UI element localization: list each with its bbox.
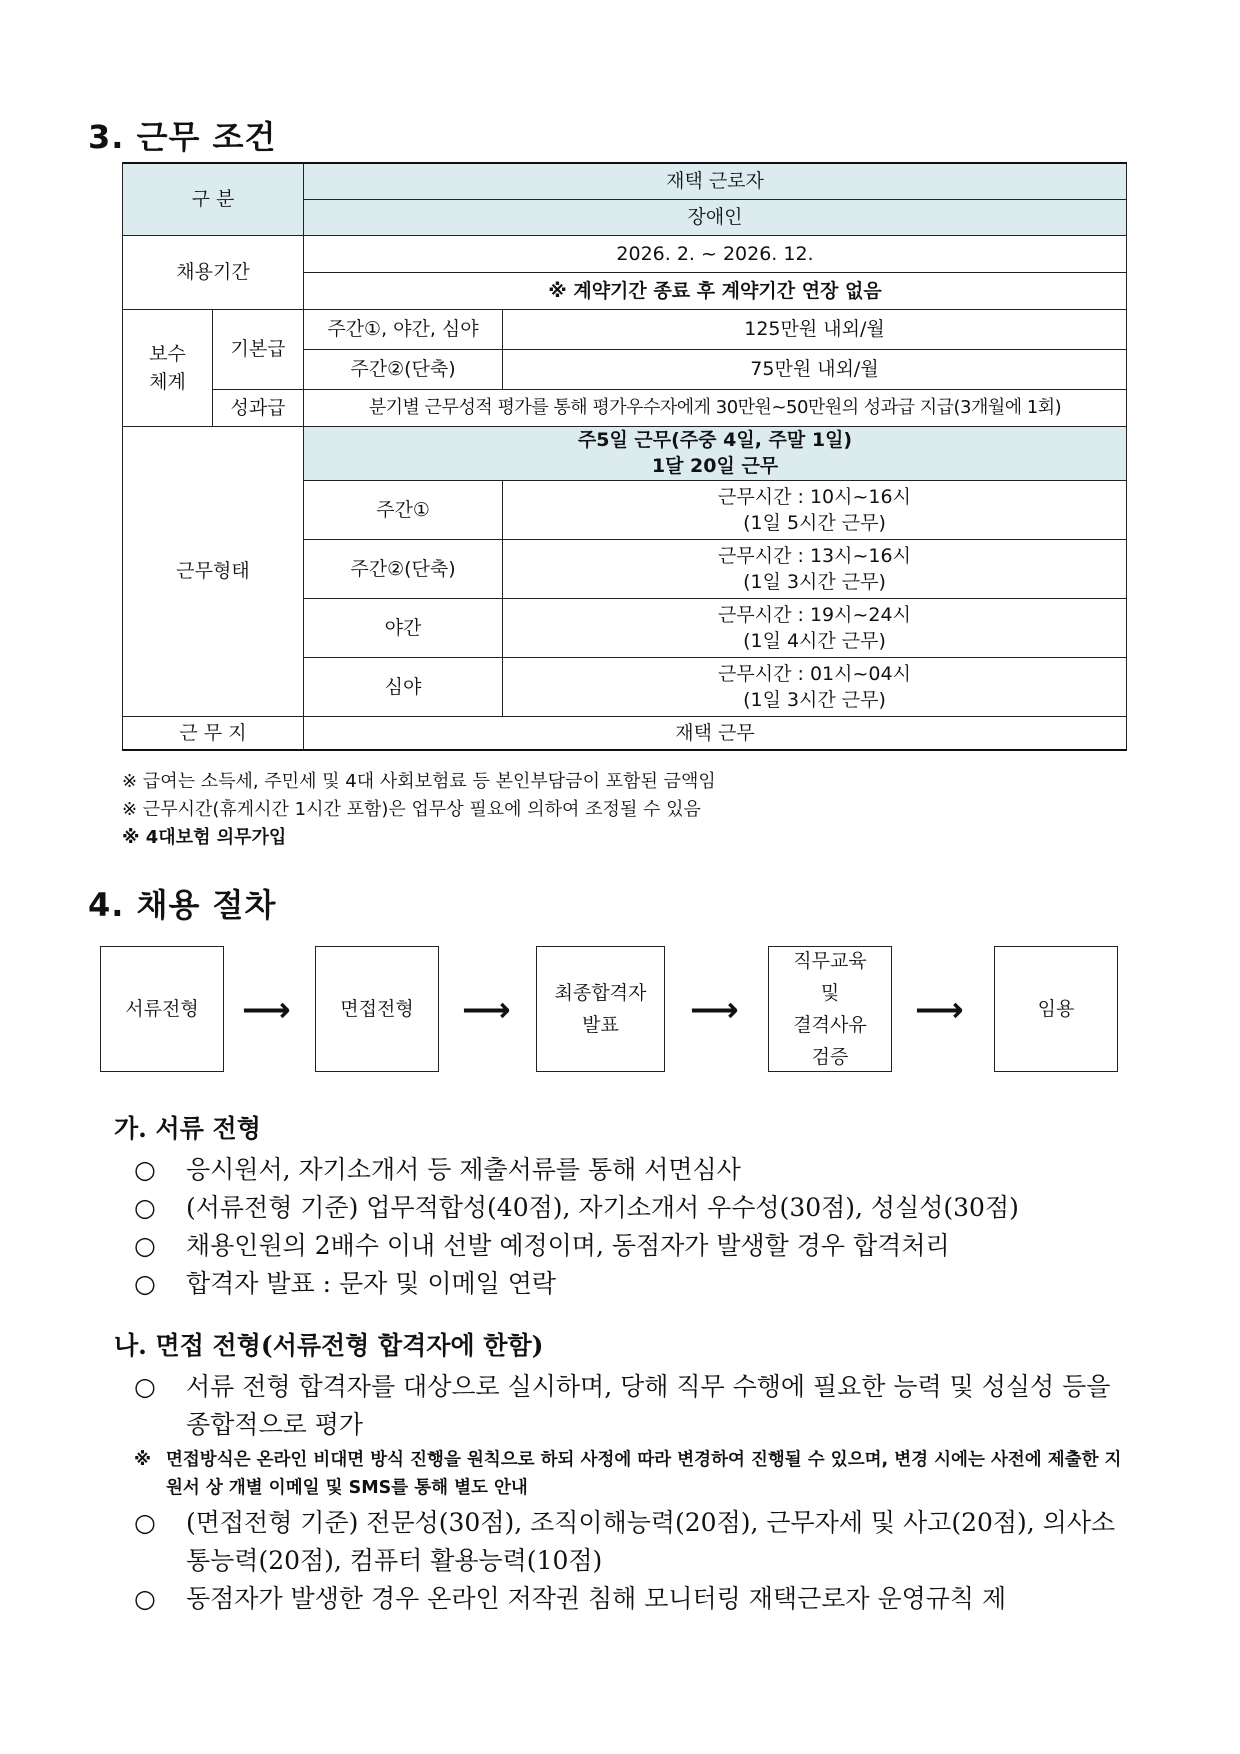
reference-note-text: 면접방식은 온라인 비대면 방식 진행을 원칙으로 하되 사정에 따라 변경하여 진행될 수 있으며, 변경 시에는 사전에 제출한 지원서 상 개별 이메일 및 SMS를 통해 별도 안내 xyxy=(166,1450,1122,1498)
interview-section xyxy=(114,1328,1124,1618)
list-item xyxy=(134,1580,1124,1618)
flow-step-label: 결격사유 xyxy=(793,1014,867,1036)
list-item xyxy=(134,1189,1124,1227)
shift-name: 야간 xyxy=(304,598,503,657)
arrow-right-icon: ⟶ xyxy=(690,990,739,1030)
circle-bullet-icon: ○ xyxy=(134,1269,156,1298)
shift-name: 주간① xyxy=(304,480,503,539)
interview-title: 나. 면접 전형(서류전형 합격자에 한함) xyxy=(114,1331,544,1360)
work-type-header xyxy=(304,426,1127,480)
flow-step-label: 면접전형 xyxy=(340,998,414,1020)
circle-bullet-icon: ○ xyxy=(134,1372,156,1401)
list-item xyxy=(134,1265,1124,1303)
period-label: 채용기간 xyxy=(123,235,304,309)
bonus-label: 성과급 xyxy=(213,389,304,426)
note-insurance: ※ 4대보험 의무가입 xyxy=(122,827,287,848)
work-header-line2: 1달 20일 근무 xyxy=(651,455,779,477)
shift-time xyxy=(503,657,1127,716)
list-item-text: (면접전형 기준) 전문성(30점), 조직이해능력(20점), 근무자세 및 사고(20점), 의사소통능력(20점), 컴퓨터 활용능력(10점) xyxy=(186,1508,1116,1575)
arrow-right-icon: ⟶ xyxy=(462,990,511,1030)
list-item-text: 동점자가 발생한 경우 온라인 저작권 침해 모니터링 재택근로자 운영규칙 제 xyxy=(186,1584,1007,1613)
flow-step-label: 직무교육 xyxy=(793,950,867,972)
shift-time-range: 근무시간 : 01시~04시 xyxy=(718,662,911,685)
reference-mark-icon: ※ xyxy=(134,1450,152,1470)
base-pay-label: 기본급 xyxy=(213,309,304,389)
list-item xyxy=(134,1504,1124,1580)
list-item xyxy=(134,1368,1124,1444)
flow-step-label: 최종합격자 xyxy=(554,982,647,1004)
arrow-right-icon: ⟶ xyxy=(915,990,964,1030)
shift-time-range: 근무시간 : 10시~16시 xyxy=(718,485,911,508)
work-header-line1: 주5일 근무(주중 4일, 주말 1일) xyxy=(577,429,853,451)
list-item xyxy=(134,1227,1124,1265)
flow-step-label: 발표 xyxy=(582,1014,619,1036)
header-worker: 재택 근로자 xyxy=(304,163,1127,199)
shift-name: 심야 xyxy=(304,657,503,716)
location-value: 재택 근무 xyxy=(304,716,1127,750)
section-4-heading: 4. 채용 절차 xyxy=(88,886,277,924)
document-review-title: 가. 서류 전형 xyxy=(114,1114,261,1143)
period-value: 2026. 2. ~ 2026. 12. xyxy=(304,235,1127,272)
category-label: 구 분 xyxy=(123,163,304,235)
note-hours: ※ 근무시간(휴게시간 1시간 포함)은 업무상 필요에 의하여 조정될 수 있음 xyxy=(122,799,701,820)
flow-step-document xyxy=(100,946,224,1072)
shift-time xyxy=(503,598,1127,657)
base-type-1: 주간①, 야간, 심야 xyxy=(304,309,503,349)
shift-time xyxy=(503,480,1127,539)
base-amount-2: 75만원 내외/월 xyxy=(503,349,1127,389)
list-item-text: 합격자 발표 : 문자 및 이메일 연락 xyxy=(186,1269,557,1298)
flow-step-appointment xyxy=(994,946,1118,1072)
shift-time-range: 근무시간 : 19시~24시 xyxy=(718,603,911,626)
section-3-heading: 3. 근무 조건 xyxy=(88,118,277,156)
base-amount-1: 125만원 내외/월 xyxy=(503,309,1127,349)
list-item-text: 응시원서, 자기소개서 등 제출서류를 통해 서면심사 xyxy=(186,1155,741,1184)
flow-step-interview xyxy=(315,946,439,1072)
circle-bullet-icon: ○ xyxy=(134,1584,156,1613)
arrow-right-icon: ⟶ xyxy=(242,990,291,1030)
period-note: ※ 계약기간 종료 후 계약기간 연장 없음 xyxy=(304,272,1127,309)
circle-bullet-icon: ○ xyxy=(134,1193,156,1222)
shift-hours: (1일 3시간 근무) xyxy=(743,688,886,711)
list-item-text: (서류전형 기준) 업무적합성(40점), 자기소개서 우수성(30점), 성실성(30점) xyxy=(186,1193,1019,1222)
flow-step-label: 임용 xyxy=(1037,998,1075,1020)
flow-step-label: 서류전형 xyxy=(125,998,199,1020)
flow-step-announcement xyxy=(536,946,665,1072)
location-label: 근 무 지 xyxy=(123,716,304,750)
circle-bullet-icon: ○ xyxy=(134,1508,156,1537)
header-disabled: 장애인 xyxy=(304,199,1127,235)
flow-step-label: 검증 xyxy=(811,1046,849,1068)
interview-reference-note xyxy=(134,1446,1124,1502)
flow-step-label: 및 xyxy=(820,982,840,1004)
work-conditions-table xyxy=(122,162,1127,751)
shift-hours: (1일 5시간 근무) xyxy=(743,511,886,534)
work-type-label: 근무형태 xyxy=(123,426,304,716)
flow-step-training xyxy=(768,946,892,1072)
shift-time-range: 근무시간 : 13시~16시 xyxy=(718,544,911,567)
list-item xyxy=(134,1151,1124,1189)
circle-bullet-icon: ○ xyxy=(134,1231,156,1260)
circle-bullet-icon: ○ xyxy=(134,1155,156,1184)
bonus-value: 분기별 근무성적 평가를 통해 평가우수자에게 30만원~50만원의 성과급 지급(3개월에 1회) xyxy=(304,389,1127,426)
table-notes xyxy=(122,768,716,852)
pay-label: 보수 체계 xyxy=(123,309,213,426)
shift-hours: (1일 4시간 근무) xyxy=(743,629,886,652)
base-type-2: 주간②(단축) xyxy=(304,349,503,389)
note-salary: ※ 급여는 소득세, 주민세 및 4대 사회보험료 등 본인부담금이 포함된 금액임 xyxy=(122,771,716,792)
shift-hours: (1일 3시간 근무) xyxy=(743,570,886,593)
list-item-text: 서류 전형 합격자를 대상으로 실시하며, 당해 직무 수행에 필요한 능력 및 성실성 등을 종합적으로 평가 xyxy=(186,1372,1111,1439)
shift-time xyxy=(503,539,1127,598)
list-item-text: 채용인원의 2배수 이내 선발 예정이며, 동점자가 발생할 경우 합격처리 xyxy=(186,1231,950,1260)
document-review-section xyxy=(114,1111,1124,1303)
shift-name: 주간②(단축) xyxy=(304,539,503,598)
